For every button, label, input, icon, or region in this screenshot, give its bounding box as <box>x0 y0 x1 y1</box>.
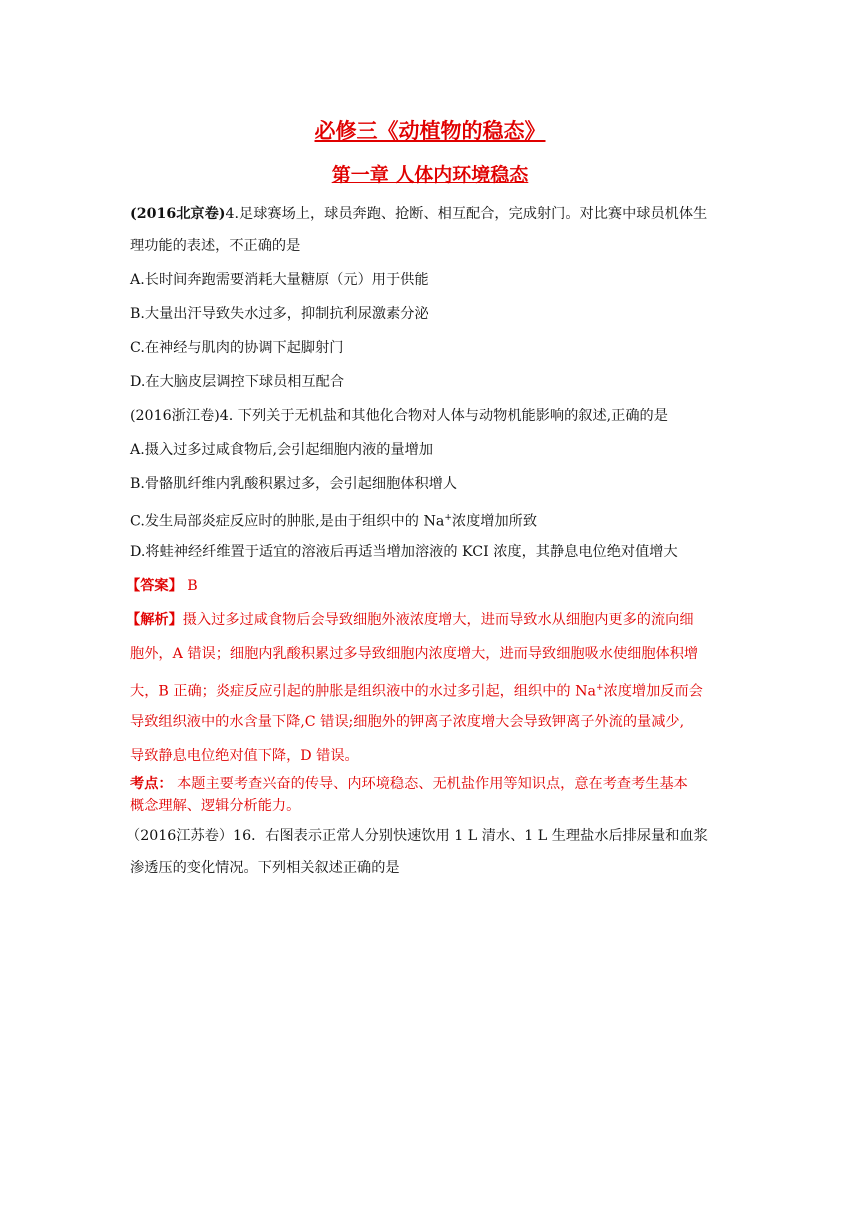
q1-option-b: B.大量出汗导致失水过多，抑制抗利尿激素分泌 <box>130 306 429 322</box>
q1-option-c: C.在神经与肌肉的协调下起脚射门 <box>130 340 344 356</box>
answer-value: B <box>187 578 198 594</box>
q2-stem: (2016浙江卷)4. 下列关于无机盐和其他化合物对人体与动物机能影响的叙述,正确的是 <box>130 408 668 424</box>
analysis-line4: 导致组织液中的水含量下降,C 错误;细胞外的钾离子浓度增大会导致钾离子外流的量减少, <box>130 714 685 730</box>
analysis-text-3-tail: 浓度增加反而会 <box>603 683 703 700</box>
q3-stem-line2: 渗透压的变化情况。下列相关叙述正确的是 <box>130 860 400 876</box>
q1-option-d: D.在大脑皮层调控下球员相互配合 <box>130 374 345 390</box>
q2-option-c-tail: 浓度增加所致 <box>451 513 538 530</box>
analysis-line3 <box>130 678 740 702</box>
analysis-label: 【解析】 <box>126 612 183 628</box>
main-title: 必修三《动植物的稳态》 <box>314 118 546 143</box>
q1-stem-line2: 理功能的表述，不正确的是 <box>130 238 301 254</box>
analysis-text-3: 大，B 正确；炎症反应引起的肿胀是组织液中的水过多引起，组织中的 Na <box>130 683 596 700</box>
q3-stem-line1: （2016江苏卷）16．右图表示正常人分别快速饮用 1 L 清水、1 L 生理盐水后排尿量和血浆 <box>126 828 708 844</box>
q2-option-a: A.摄入过多过咸食物后,会引起细胞内液的量增加 <box>130 442 434 458</box>
q1-option-a: A.长时间奔跑需要消耗大量糖原（元）用于供能 <box>130 272 429 288</box>
q1-stem-text: 4.足球赛场上，球员奔跑、抢断、相互配合，完成射门。对比赛中球员机体生 <box>225 206 708 222</box>
q1-source: (2016北京卷) <box>130 206 226 222</box>
kaodian-line1 <box>130 774 740 794</box>
q1-stem-line1 <box>130 204 740 224</box>
q2-option-c-text: C.发生局部炎症反应时的肿胀,是由于组织中的 Na <box>130 513 445 530</box>
chapter-title: 第一章 人体内环境稳态 <box>331 164 529 186</box>
q2-option-d: D.将蛙神经纤维置于适宜的溶液后再适当增加溶液的 KCI 浓度，其静息电位绝对值增大 <box>130 544 678 560</box>
q2-option-b: B.骨骼肌纤维内乳酸积累过多，会引起细胞体积增人 <box>130 476 458 492</box>
answer-label: 【答案】 <box>126 578 183 594</box>
analysis-line2: 胞外，A 错误；细胞内乳酸积累过多导致细胞内浓度增大，进而导致细胞吸水使细胞体积增 <box>130 646 699 662</box>
analysis-line1 <box>126 610 736 630</box>
q2-option-c-sup: + <box>444 513 452 523</box>
analysis-text-1: 摄入过多过咸食物后会导致细胞外液浓度增大，进而导致水从细胞内更多的流向细 <box>182 612 694 628</box>
answer-line <box>126 576 736 596</box>
kaodian-label: 考点： <box>130 776 173 792</box>
q2-option-c <box>130 508 740 532</box>
kaodian-text-1: 本题主要考查兴奋的传导、内环境稳态、无机盐作用等知识点，意在考查考生基本 <box>172 776 688 792</box>
analysis-line5: 导致静息电位绝对值下降，D 错误。 <box>130 748 359 764</box>
kaodian-line2: 概念理解、逻辑分析能力。 <box>130 798 301 814</box>
analysis-sup: + <box>595 683 604 693</box>
